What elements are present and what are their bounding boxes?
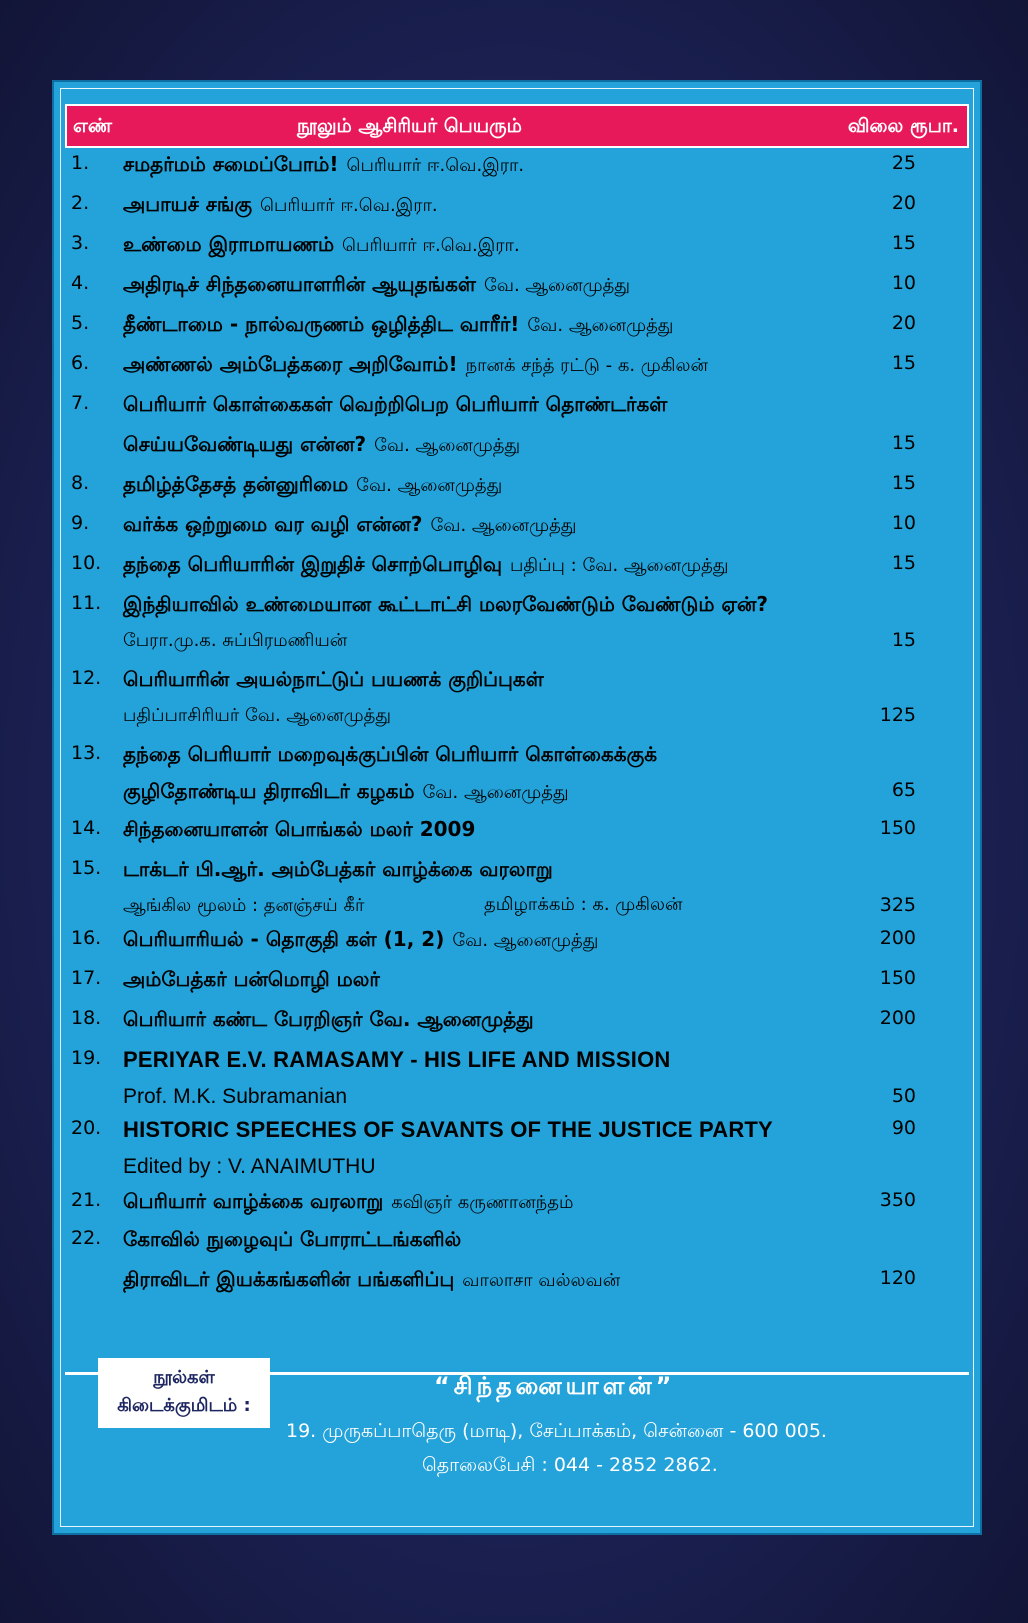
book-text <box>123 1227 461 1254</box>
book-text <box>123 1267 620 1294</box>
book-number: 19. <box>71 1047 102 1069</box>
book-number: 13. <box>71 742 102 764</box>
book-number: 9. <box>71 512 90 534</box>
book-title: கோவில் நுழைவுப் போராட்டங்களில் <box>123 1227 462 1251</box>
book-price: 15 <box>891 472 916 494</box>
book-author: வே. ஆனைமுத்து <box>430 515 577 536</box>
book-price: 350 <box>879 1189 916 1211</box>
book-price: 15 <box>891 432 916 454</box>
book-price: 120 <box>879 1267 916 1289</box>
book-title: HISTORIC SPEECHES OF SAVANTS OF THE JUSTICE PARTY <box>123 1117 773 1142</box>
book-line <box>54 352 984 382</box>
book-text <box>123 312 673 339</box>
book-number: 16. <box>71 927 102 949</box>
book-price: 50 <box>891 1085 916 1107</box>
book-text <box>123 629 347 653</box>
book-text <box>123 152 524 179</box>
book-line <box>54 1155 984 1185</box>
book-author: Edited by : V. ANAIMUTHU <box>123 1155 376 1178</box>
book-line <box>54 817 984 847</box>
book-number: 15. <box>71 857 102 879</box>
availability-label <box>98 1358 270 1428</box>
header-title-author: நூலும் ஆசிரியர் பெயரும் <box>297 115 522 137</box>
book-line <box>54 894 984 924</box>
book-number: 12. <box>71 667 102 689</box>
book-title: திராவிடர் இயக்கங்களின் பங்களிப்பு <box>123 1267 455 1291</box>
book-author: பெரியார் ஈ.வெ.இரா. <box>342 235 520 256</box>
book-text <box>123 894 364 918</box>
book-title: பெரியார் கண்ட பேரறிஞர் வே. ஆனைமுத்து <box>123 1007 534 1031</box>
book-title: இந்தியாவில் உண்மையான கூட்டாட்சி மலரவேண்டும் வேண்டும் ஏன்? <box>123 592 769 616</box>
book-title: செய்யவேண்டியது என்ன? <box>123 432 367 456</box>
book-line <box>54 704 984 734</box>
book-title: சமதர்மம் சமைப்போம்! <box>123 152 339 176</box>
book-text <box>123 779 569 806</box>
book-number: 14. <box>71 817 102 839</box>
book-line <box>54 1047 984 1077</box>
book-text <box>123 857 553 884</box>
book-number: 8. <box>71 472 90 494</box>
book-author: வே. ஆனைமுத்து <box>527 315 674 336</box>
book-author: வே. ஆனைமுத்து <box>356 475 503 496</box>
book-number: 21. <box>71 1189 102 1211</box>
book-title: டாக்டர் பி.ஆர். அம்பேத்கர் வாழ்க்கை வரலாறு <box>123 857 553 881</box>
book-list-panel <box>52 80 982 1535</box>
book-number: 22. <box>71 1227 102 1249</box>
book-line <box>54 392 984 422</box>
book-text <box>123 967 380 994</box>
book-number: 6. <box>71 352 90 374</box>
book-price: 150 <box>879 967 916 989</box>
book-title: வர்க்க ஒற்றுமை வர வழி என்ன? <box>123 512 423 536</box>
table-header <box>65 104 969 148</box>
book-author: பெரியார் ஈ.வெ.இரா. <box>346 155 525 176</box>
book-price: 15 <box>891 232 916 254</box>
book-line <box>54 552 984 582</box>
book-line <box>54 272 984 302</box>
book-line <box>54 1267 984 1297</box>
book-text <box>123 392 667 419</box>
book-text <box>123 704 391 728</box>
book-title: PERIYAR E.V. RAMASAMY - HIS LIFE AND MISSION <box>123 1047 671 1072</box>
book-line <box>54 667 984 697</box>
book-text <box>123 927 598 954</box>
book-text <box>123 272 630 299</box>
book-line <box>54 192 984 222</box>
book-price: 125 <box>879 704 916 726</box>
book-line <box>54 629 984 659</box>
book-title: அதிரடிச் சிந்தனையாளரின் ஆயுதங்கள் <box>123 272 476 296</box>
availability-label-line1: நூல்கள் <box>153 1367 215 1388</box>
book-line <box>54 1085 984 1115</box>
book-number: 11. <box>71 592 102 614</box>
book-price: 150 <box>879 817 916 839</box>
book-text <box>123 1047 670 1073</box>
book-price: 15 <box>891 552 916 574</box>
book-text <box>123 552 728 579</box>
book-title: தந்தை பெரியாரின் இறுதிச் சொற்பொழிவு <box>123 552 502 576</box>
book-number: 3. <box>71 232 90 254</box>
book-line <box>54 152 984 182</box>
book-author: பதிப்பாசிரியர் வே. ஆனைமுத்து <box>123 705 391 726</box>
book-title: சிந்தனையாளன் பொங்கல் மலர் 2009 <box>123 817 476 841</box>
book-line <box>54 967 984 997</box>
book-title: அம்பேத்கர் பன்மொழி மலர் <box>123 967 380 991</box>
book-title: தீண்டாமை - நால்வருணம் ஒழித்திட வாரீர்! <box>123 312 520 336</box>
book-price: 15 <box>891 352 916 374</box>
book-number: 7. <box>71 392 90 414</box>
book-price: 20 <box>891 312 916 334</box>
book-text <box>123 232 520 259</box>
book-price: 90 <box>891 1117 916 1139</box>
book-price: 65 <box>891 779 916 801</box>
book-author: பெரியார் ஈ.வெ.இரா. <box>260 195 438 216</box>
book-title: அபாயச் சங்கு <box>123 192 252 216</box>
book-author: வே. ஆனைமுத்து <box>422 782 569 803</box>
book-text <box>123 192 438 219</box>
book-number: 18. <box>71 1007 102 1029</box>
book-author: வே. ஆனைமுத்து <box>483 275 630 296</box>
publisher-phone: தொலைபேசி : 044 - 2852 2862. <box>422 1454 718 1476</box>
book-text <box>123 1117 773 1143</box>
book-price: 10 <box>891 512 916 534</box>
header-price: விலை ரூபா. <box>847 115 959 137</box>
book-number: 17. <box>71 967 102 989</box>
book-number: 5. <box>71 312 90 334</box>
book-line <box>54 432 984 462</box>
book-author: வாலாசா வல்லவன் <box>462 1270 621 1291</box>
publisher-address: 19. முருகப்பாதெரு (மாடி), சேப்பாக்கம், சென்னை - 600 005. <box>286 1420 827 1442</box>
book-title: பெரியார் கொள்கைகள் வெற்றிபெற பெரியார் தொண்டர்கள் <box>123 392 668 416</box>
book-author: வே. ஆனைமுத்து <box>452 930 599 951</box>
book-text <box>123 667 544 694</box>
book-title: தமிழ்த்தேசத் தன்னுரிமை <box>123 472 349 496</box>
book-line <box>54 1227 984 1257</box>
book-number: 4. <box>71 272 90 294</box>
book-title: அண்ணல் அம்பேத்கரை அறிவோம்! <box>123 352 458 376</box>
book-line <box>54 1189 984 1219</box>
book-price: 200 <box>879 1007 916 1029</box>
book-line <box>54 779 984 809</box>
book-price: 325 <box>879 894 916 916</box>
header-number: எண் <box>73 115 113 137</box>
book-text <box>123 432 520 459</box>
book-title: பெரியார் வாழ்க்கை வரலாறு <box>123 1189 384 1213</box>
book-text <box>123 1155 375 1179</box>
book-text <box>123 742 657 769</box>
book-text <box>123 1189 573 1216</box>
book-author: வே. ஆனைமுத்து <box>374 435 521 456</box>
book-line <box>54 857 984 887</box>
book-text <box>123 1007 534 1034</box>
book-text <box>123 1085 347 1109</box>
book-title: பெரியாரின் அயல்நாட்டுப் பயணக் குறிப்புகள் <box>123 667 544 691</box>
book-author: ஆங்கில மூலம் : தனஞ்சய் கீர் <box>123 895 365 916</box>
book-line <box>54 512 984 542</box>
book-text <box>123 472 502 499</box>
book-title: உண்மை இராமாயணம் <box>123 232 335 256</box>
book-number: 10. <box>71 552 102 574</box>
book-line <box>54 592 984 622</box>
book-number: 20. <box>71 1117 102 1139</box>
book-price: 20 <box>891 192 916 214</box>
book-author: பேரா.மு.க. சுப்பிரமணியன் <box>123 630 348 651</box>
book-author: பதிப்பு : வே. ஆனைமுத்து <box>510 555 729 576</box>
book-translator: தமிழாக்கம் : க. முகிலன் <box>484 894 683 915</box>
book-line <box>54 472 984 502</box>
publisher-name: “சிந்தனையாளன்” <box>434 1372 676 1400</box>
book-price: 15 <box>891 629 916 651</box>
book-line <box>54 1007 984 1037</box>
book-price: 10 <box>891 272 916 294</box>
book-price: 25 <box>891 152 916 174</box>
book-line <box>54 927 984 957</box>
book-text <box>123 512 576 539</box>
book-title: குழிதோண்டிய திராவிடர் கழகம் <box>123 779 415 803</box>
book-author: Prof. M.K. Subramanian <box>123 1085 348 1108</box>
book-price: 200 <box>879 927 916 949</box>
book-author: கவிஞர் கருணானந்தம் <box>391 1192 574 1213</box>
book-line <box>54 1117 984 1147</box>
book-line <box>54 742 984 772</box>
availability-label-line2: கிடைக்குமிடம் : <box>117 1395 251 1416</box>
book-line <box>54 312 984 342</box>
book-text <box>123 817 475 844</box>
book-line <box>54 232 984 262</box>
book-text <box>123 592 768 619</box>
book-number: 2. <box>71 192 90 214</box>
book-text <box>123 352 708 379</box>
book-title: பெரியாரியல் - தொகுதி கள் (1, 2) <box>123 927 445 951</box>
book-title: தந்தை பெரியார் மறைவுக்குப்பின் பெரியார் கொள்கைக்குக் <box>123 742 658 766</box>
book-number: 1. <box>71 152 90 174</box>
book-author: நானக் சந்த் ரட்டு - க. முகிலன் <box>465 355 708 376</box>
